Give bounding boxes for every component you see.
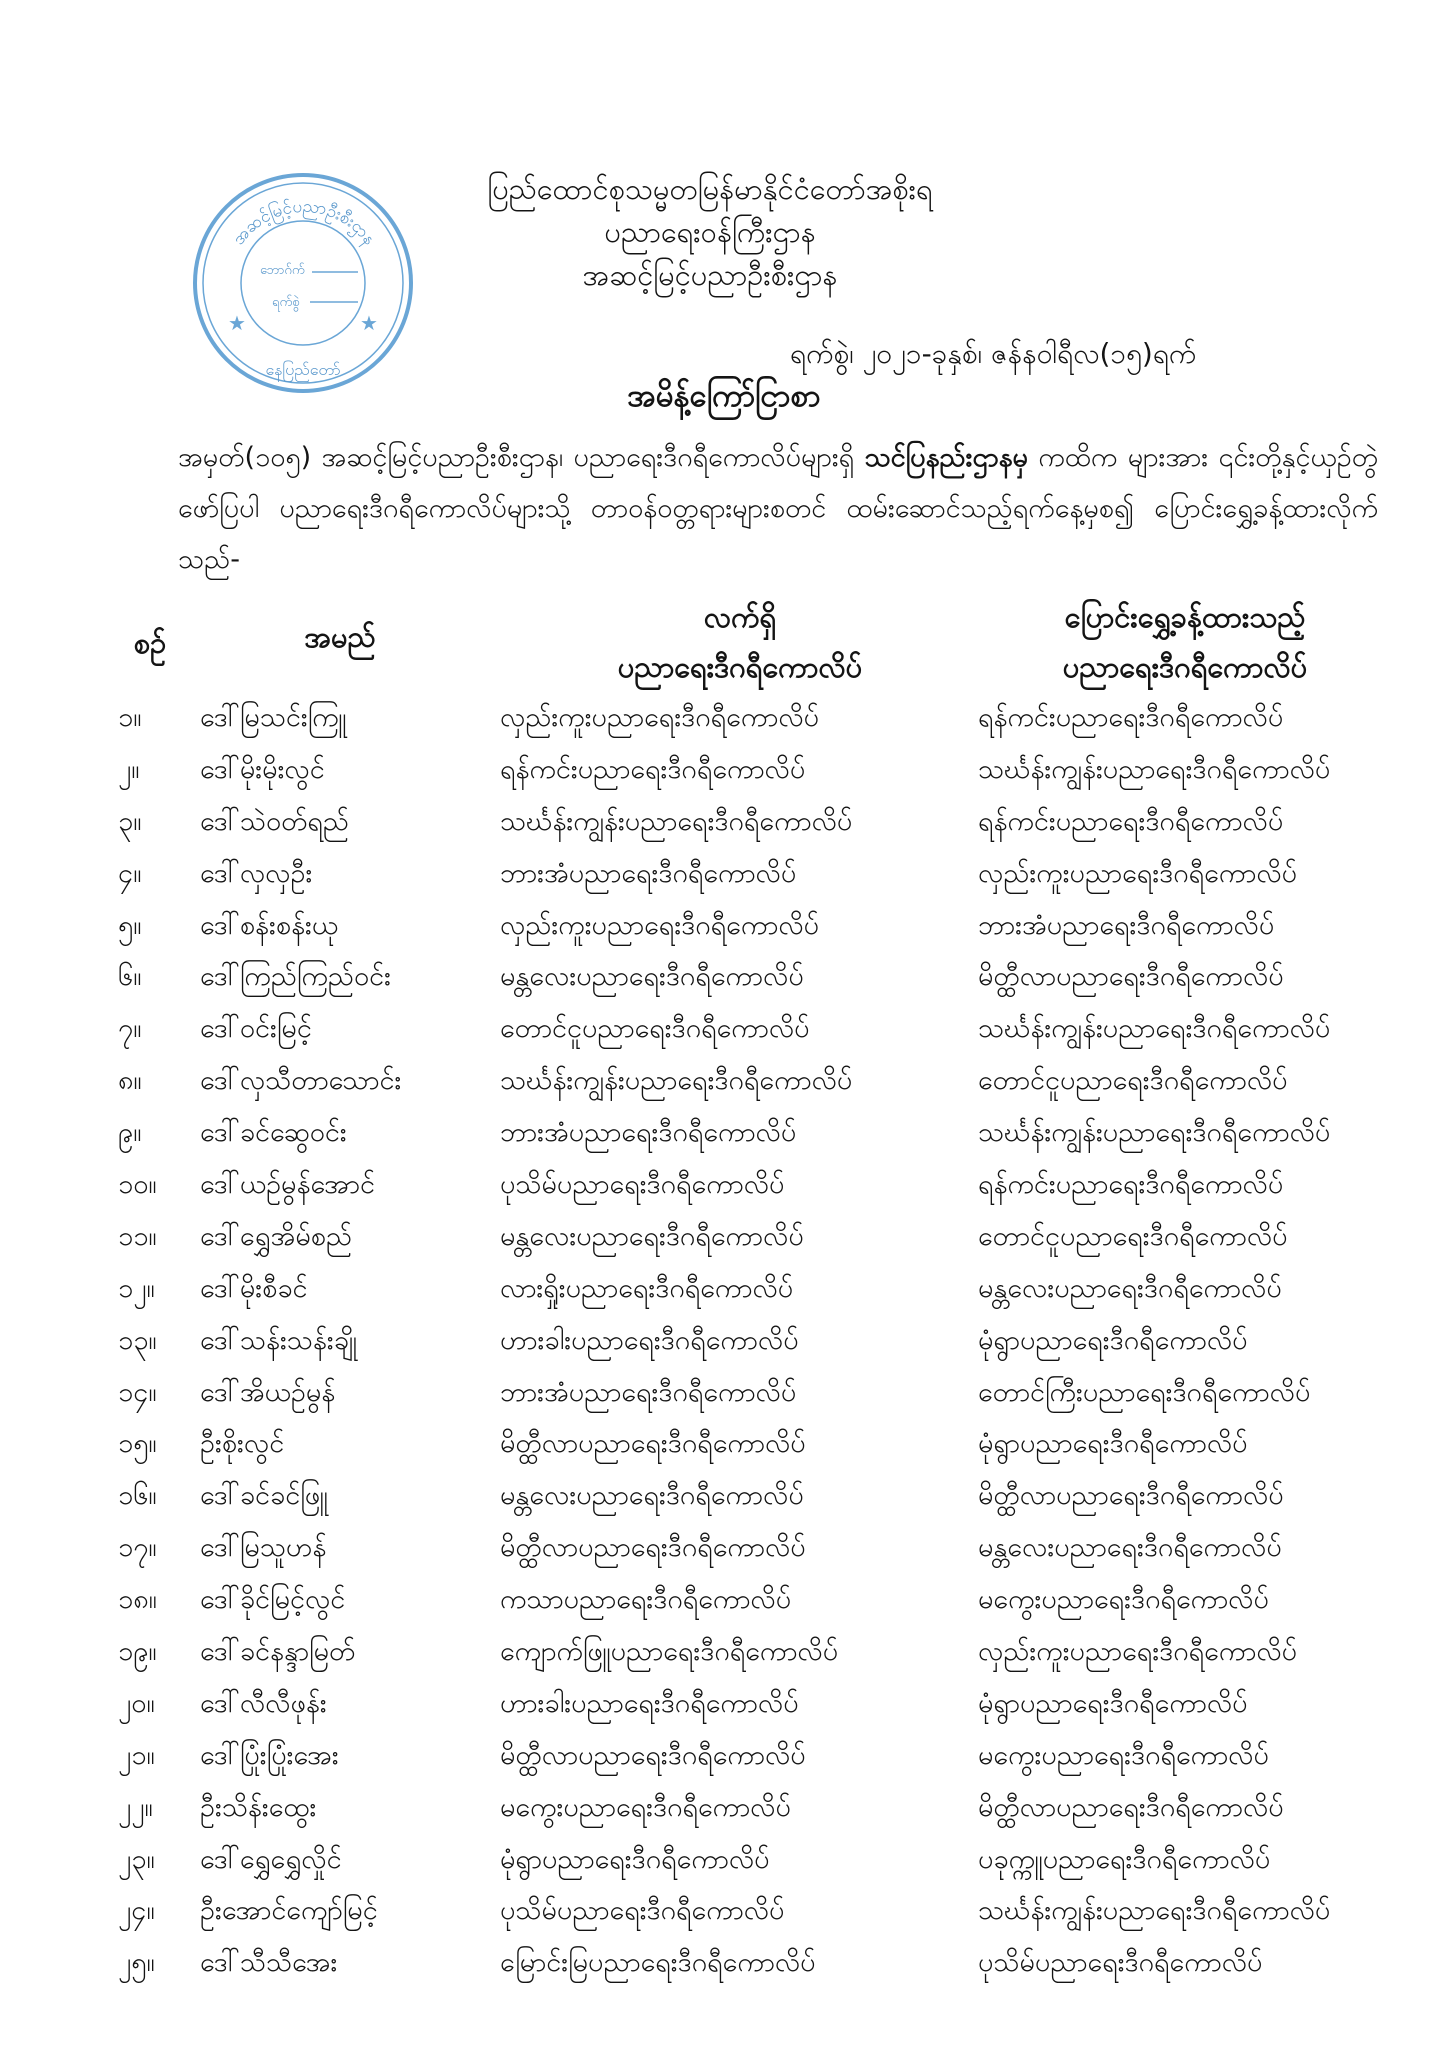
new-college: တောင်ငူပညာရေးဒီဂရီကောလိပ် (978, 1065, 1288, 1097)
staff-name: ဒေါ်မိုးမိုးလွင် (200, 753, 325, 785)
order-text-before: အမှတ်(၁၀၅) အဆင့်မြင့်ပညာဦးစီးဌာန၊ ပညာရေးဒီဂရီကောလိပ်များရှိ (178, 442, 865, 473)
table-row (0, 900, 1448, 952)
table-row (0, 692, 1448, 744)
table-row (0, 744, 1448, 796)
row-number: ၁၅။ (118, 1428, 157, 1460)
staff-name: ဒေါ်ကြည်ကြည်ဝင်း (200, 961, 391, 993)
order-paragraph (178, 432, 1378, 585)
new-college: ရန်ကင်းပညာရေးဒီဂရီကောလိပ် (978, 1169, 1284, 1201)
new-college: ရန်ကင်းပညာရေးဒီဂရီကောလိပ် (978, 702, 1284, 733)
table-row (0, 1107, 1448, 1159)
table-row (0, 1159, 1448, 1211)
seal-star-icon: ★ (228, 311, 246, 335)
current-college: ကသာပညာရေးဒီဂရီကောလိပ် (500, 1584, 792, 1616)
current-college: ရန်ကင်းပညာရေးဒီဂရီကောလိပ် (500, 753, 806, 785)
letterhead (380, 168, 1040, 297)
table-row (0, 951, 1448, 1003)
current-college: ဘားအံပညာရေးဒီဂရီကောလိပ် (500, 1117, 797, 1149)
new-college: မန္တလေးပညာရေးဒီဂရီကောလိပ် (978, 1532, 1282, 1564)
current-college: မြောင်းမြပညာရေးဒီဂရီကောလိပ် (500, 1947, 816, 1979)
seal-star-icon: ★ (360, 311, 378, 335)
new-college: မုံရွာပညာရေးဒီဂရီကောလိပ် (978, 1687, 1248, 1719)
department-name: အဆင့်မြင့်ပညာဦးစီးဌာန (582, 258, 838, 292)
new-college: လှည်းကူးပညာရေးဒီဂရီကောလိပ် (978, 857, 1298, 889)
staff-name: ဒေါ်သန်းသန်းချို (200, 1324, 358, 1356)
row-number: ၁၈။ (118, 1584, 157, 1616)
new-college: သင်္ဃန်းကျွန်းပညာရေးဒီဂရီကောလိပ် (978, 753, 1331, 785)
row-number: ၁၂။ (118, 1272, 155, 1304)
row-number: ၆။ (118, 961, 142, 993)
row-number: ၂၃။ (118, 1843, 155, 1875)
new-college: လှည်းကူးပညာရေးဒီဂရီကောလိပ် (978, 1636, 1298, 1668)
row-number: ၃။ (118, 805, 142, 837)
table-row (0, 1574, 1448, 1626)
column-header-current-line2: ပညာရေးဒီဂရီကောလိပ် (617, 650, 863, 684)
staff-name: ဒေါ်သဲဝတ်ရည် (200, 805, 350, 837)
new-college: မိတ္ထီလာပညာရေးဒီဂရီကောလိပ် (978, 1791, 1284, 1823)
row-number: ၈။ (118, 1065, 142, 1097)
row-number: ၁၁။ (118, 1220, 157, 1252)
new-college: ပခုက္ကူပညာရေးဒီဂရီကောလိပ် (978, 1843, 1271, 1875)
table-row (0, 1730, 1448, 1782)
new-college: မုံရွာပညာရေးဒီဂရီကောလိပ် (978, 1428, 1248, 1460)
row-number: ၁၉။ (118, 1636, 157, 1668)
table-row (0, 1003, 1448, 1055)
table-row (0, 1626, 1448, 1678)
row-number: ၁၄။ (118, 1376, 157, 1408)
column-header-no: စဉ် (133, 626, 167, 660)
current-college: ပုသိမ်ပညာရေးဒီဂရီကောလိပ် (500, 1169, 785, 1201)
current-college: မန္တလေးပညာရေးဒီဂရီကောလိပ် (500, 1220, 804, 1252)
row-number: ၂။ (118, 753, 140, 785)
current-college: မန္တလေးပညာရေးဒီဂရီကောလိပ် (500, 1480, 804, 1512)
current-college: တောင်ငူပညာရေးဒီဂရီကောလိပ် (500, 1013, 810, 1045)
new-college: ဘားအံပညာရေးဒီဂရီကောလိပ် (978, 909, 1275, 941)
new-college: သင်္ဃန်းကျွန်းပညာရေးဒီဂရီကောလိပ် (978, 1117, 1331, 1149)
current-college: မိတ္ထီလာပညာရေးဒီဂရီကောလိပ် (500, 1428, 806, 1460)
new-college: မန္တလေးပညာရေးဒီဂရီကောလိပ် (978, 1272, 1282, 1304)
new-college: မိတ္ထီလာပညာရေးဒီဂရီကောလိပ် (978, 1480, 1284, 1512)
staff-name: ဦးစိုးလွင် (200, 1428, 285, 1460)
row-number: ၂၂။ (118, 1791, 153, 1823)
staff-name: ဒေါ်ခိုင်မြင့်လွင် (200, 1584, 346, 1616)
row-number: ၂၅။ (118, 1947, 155, 1979)
new-college: မကွေးပညာရေးဒီဂရီကောလိပ် (978, 1584, 1269, 1616)
row-number: ၂၀။ (118, 1687, 155, 1719)
seal-line2-label: ရက်စွဲ (272, 295, 300, 310)
current-college: ဘားအံပညာရေးဒီဂရီကောလိပ် (500, 857, 797, 889)
new-college: သင်္ဃန်းကျွန်းပညာရေးဒီဂရီကောလိပ် (978, 1013, 1331, 1045)
staff-name: ဒေါ်ခင်ခင်ဖြူ (200, 1480, 328, 1512)
current-college: မကွေးပညာရေးဒီဂရီကောလိပ် (500, 1791, 791, 1823)
current-college: မိတ္ထီလာပညာရေးဒီဂရီကောလိပ် (500, 1739, 806, 1771)
current-college: လားရှိုးပညာရေးဒီဂရီကောလိပ် (500, 1272, 794, 1304)
current-college: မန္တလေးပညာရေးဒီဂရီကောလိပ် (500, 961, 804, 993)
current-college: ဟားခါးပညာရေးဒီဂရီကောလိပ် (500, 1324, 799, 1356)
table-row (0, 1315, 1448, 1367)
column-header-name: အမည် (304, 620, 376, 654)
row-number: ၁၇။ (118, 1532, 157, 1564)
table-row (0, 1937, 1448, 1989)
staff-name: ဦးသိန်းထွေး (200, 1791, 317, 1823)
column-header-new-line1: ပြောင်းရွှေ့ခန့်ထားသည့် (1064, 600, 1306, 634)
new-college: မကွေးပညာရေးဒီဂရီကောလိပ် (978, 1739, 1269, 1771)
seal-top-text: အဆင့်မြင့်ပညာဦးစီးဌာန (228, 196, 380, 249)
table-row (0, 1834, 1448, 1886)
seal-line1-label: ဘောဂ်က် (260, 263, 305, 278)
staff-name: ဒေါ်အိယဉ်မွန် (200, 1376, 336, 1408)
staff-name: ဒေါ်ရွှေရွှေလှိုင် (200, 1843, 342, 1875)
new-college: မိတ္ထီလာပညာရေးဒီဂရီကောလိပ် (978, 961, 1284, 993)
document-date: ရက်စွဲ၊ ၂၀၂၁-ခုနှစ်၊ ဇန်နဝါရီလ(၁၅)ရက် (790, 337, 1197, 370)
government-name: ပြည်ထောင်စုသမ္မတမြန်မာနိုင်ငံတော်အစိုးရ (487, 172, 933, 206)
current-college: ကျောက်ဖြူပညာရေးဒီဂရီကောလိပ် (500, 1636, 839, 1668)
row-number: ၂၄။ (118, 1895, 155, 1927)
row-number: ၁။ (118, 702, 142, 733)
staff-name: ဒေါ်မြသင်းကြူ (200, 702, 347, 733)
table-row (0, 1885, 1448, 1937)
table-row (0, 1782, 1448, 1834)
current-college: မုံရွာပညာရေးဒီဂရီကောလိပ် (500, 1843, 770, 1875)
row-number: ၁၃။ (118, 1324, 157, 1356)
svg-text:အဆင့်မြင့်ပညာဦးစီးဌာန (229, 196, 380, 250)
current-college: သင်္ဃန်းကျွန်းပညာရေးဒီဂရီကောလိပ် (500, 1065, 853, 1097)
row-number: ၄။ (118, 857, 142, 889)
current-college: လှည်းကူးပညာရေးဒီဂရီကောလိပ် (500, 702, 820, 733)
staff-name: ဒေါ်ခင်နန္ဒာမြတ် (200, 1636, 356, 1668)
new-college: ပုသိမ်ပညာရေးဒီဂရီကောလိပ် (978, 1947, 1263, 1979)
staff-name: ဒေါ်လှလှဦး (200, 857, 313, 889)
ministry-name: ပညာရေးဝန်ကြီးဌာန (604, 215, 816, 249)
new-college: မုံရွာပညာရေးဒီဂရီကောလိပ် (978, 1324, 1248, 1356)
row-number: ၅။ (118, 909, 142, 941)
column-header-new-line2: ပညာရေးဒီဂရီကောလိပ် (1062, 650, 1308, 684)
new-college: တောင်ငူပညာရေးဒီဂရီကောလိပ် (978, 1220, 1288, 1252)
transfer-table (0, 692, 1448, 1989)
staff-name: ဒေါ်လီလီဖုန်း (200, 1687, 327, 1719)
staff-name: ဒေါ်ခင်ဆွေဝင်း (200, 1117, 347, 1149)
current-college: ဟားခါးပညာရေးဒီဂရီကောလိပ် (500, 1687, 799, 1719)
staff-name: ဦးအောင်ကျော်မြင့် (200, 1895, 378, 1927)
seal-bottom-text: နေပြည်တော် (265, 360, 341, 379)
staff-name: ဒေါ်ယဉ်မွန်အောင် (200, 1169, 375, 1201)
table-row (0, 1211, 1448, 1263)
row-number: ၇။ (118, 1013, 142, 1045)
staff-name: ဒေါ်မိုးစီခင် (200, 1272, 308, 1304)
staff-name: ဒေါ်လှသီတာသောင်း (200, 1065, 402, 1097)
current-college: ပုသိမ်ပညာရေးဒီဂရီကောလိပ် (500, 1895, 785, 1927)
order-text-bold: သင်ပြနည်းဌာနမှ (864, 442, 1028, 473)
staff-name: ဒေါ်စန်းစန်းယု (200, 909, 339, 941)
staff-name: ဒေါ်မြသူဟန် (200, 1532, 327, 1564)
table-row (0, 1678, 1448, 1730)
staff-name: ဒေါ်ပြုံးပြုံးအေး (200, 1739, 339, 1771)
staff-name: ဒေါ်သီသီအေး (200, 1947, 338, 1979)
table-row (0, 1263, 1448, 1315)
table-row (0, 1367, 1448, 1419)
staff-name: ဒေါ်ဝင်းမြင့် (200, 1013, 312, 1045)
table-row (0, 1522, 1448, 1574)
row-number: ၁၆။ (118, 1480, 157, 1512)
new-college: ရန်ကင်းပညာရေးဒီဂရီကောလိပ် (978, 805, 1284, 837)
table-row (0, 1470, 1448, 1522)
new-college: သင်္ဃန်းကျွန်းပညာရေးဒီဂရီကောလိပ် (978, 1895, 1331, 1927)
table-row (0, 848, 1448, 900)
staff-name: ဒေါ်ရွှေအိမ်စည် (200, 1220, 353, 1252)
table-row (0, 1055, 1448, 1107)
current-college: မိတ္ထီလာပညာရေးဒီဂရီကောလိပ် (500, 1532, 806, 1564)
column-header-current (530, 592, 950, 692)
row-number: ၉။ (118, 1117, 142, 1149)
order-text-after: ကထိက များအား ၎င်းတို့နှင့်ယှဉ်တွဲဖော်ပြပါ ပညာရေးဒီဂရီကောလိပ်များသို့ တာဝန်ဝတ္တရားများစတင် ထမ်းဆောင်သည့်ရက်နေ့မှစ၍ ပြောင်းရွှေ့ခန့်ထားလိုက်သည်- (178, 442, 1378, 575)
table-row (0, 796, 1448, 848)
column-header-new (970, 592, 1400, 692)
document-subject: အမိန့်ကြော်ငြာစာ (627, 378, 821, 414)
row-number: ၁၀။ (118, 1169, 157, 1201)
current-college: သင်္ဃန်းကျွန်းပညာရေးဒီဂရီကောလိပ် (500, 805, 853, 837)
new-college: တောင်ကြီးပညာရေးဒီဂရီကောလိပ် (978, 1376, 1311, 1408)
table-row (0, 1418, 1448, 1470)
column-header-current-line1: လက်ရှိ (703, 600, 777, 634)
current-college: လှည်းကူးပညာရေးဒီဂရီကောလိပ် (500, 909, 820, 941)
row-number: ၂၁။ (118, 1739, 155, 1771)
current-college: ဘားအံပညာရေးဒီဂရီကောလိပ် (500, 1376, 797, 1408)
